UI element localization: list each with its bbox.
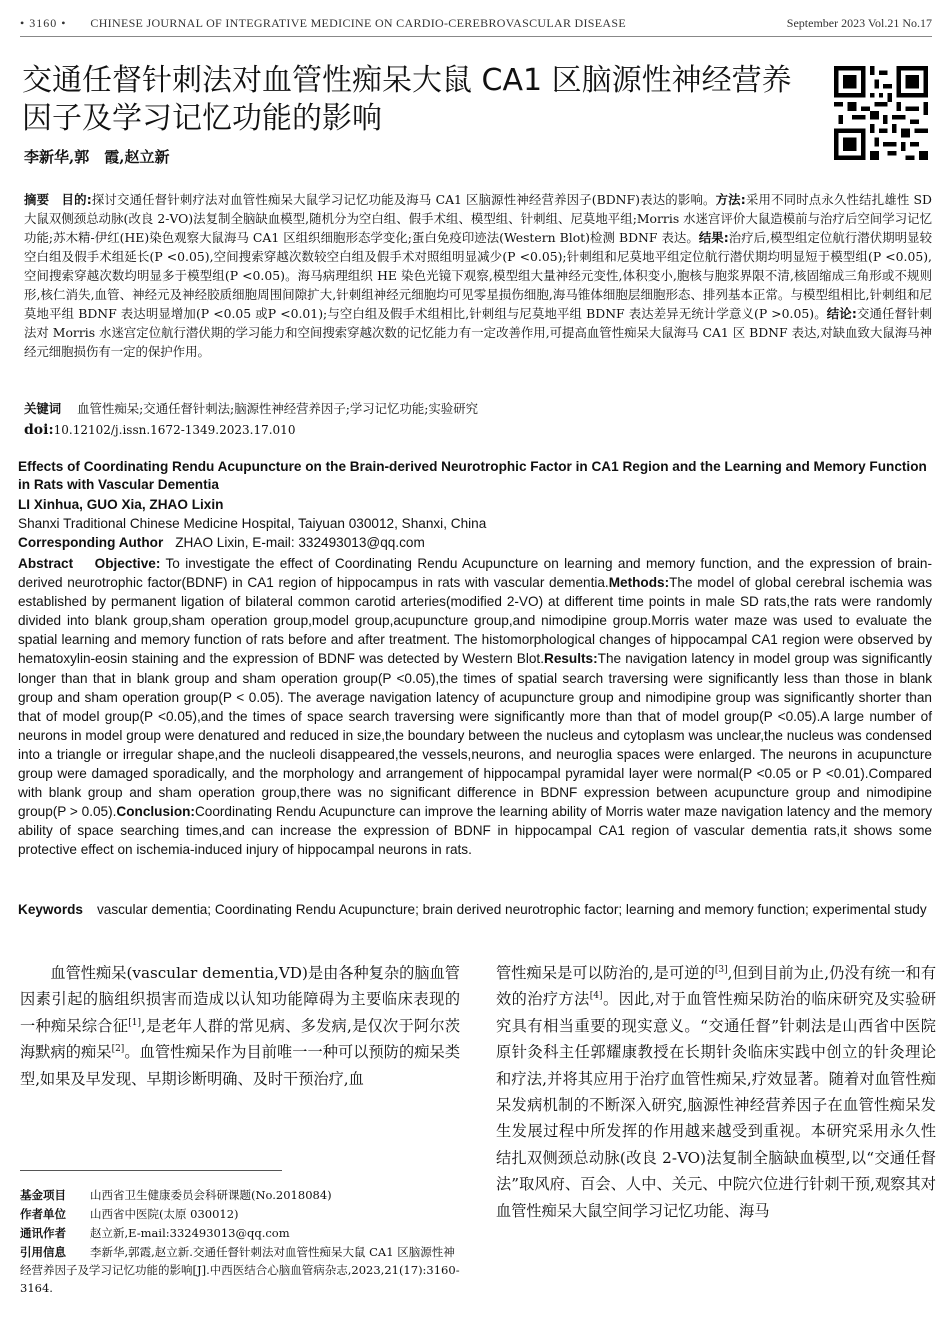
objective-label-cn: 目的: <box>61 192 92 207</box>
doi-label: doi: <box>24 422 54 438</box>
keywords-en <box>18 900 932 919</box>
conclusion-en: Coordinating Rendu Acupuncture can improve the learning ability of Morris water maze navigation latency and the memory ability of space searching times,and can increase the expression of BDNF in hippocampal CA1 region of vascular dementia rats,it shows some protective effect on ischemia-induced injury of hippocampal neurons in rats. <box>18 804 933 858</box>
abstract-cn <box>24 190 932 361</box>
body-left-c: 。血管性痴呆作为目前唯一一种可以预防的痴呆类型,如果及早发现、早期诊断明确、及时干预治疗,血 <box>20 1043 461 1088</box>
methods-label-en: Methods: <box>608 575 670 591</box>
footnote-citation <box>20 1243 460 1297</box>
ref-3[interactable]: [3] <box>714 964 728 975</box>
unit-text: 山西省中医院(太原 030012) <box>90 1207 239 1221</box>
conclusion-label-en: Conclusion: <box>116 804 195 820</box>
body-left-b: ,是老年人群的常见病、多发病,是仅次于阿尔茨海默病的痴呆 <box>20 1016 461 1062</box>
abstract-en <box>18 554 932 860</box>
article-title-en: Effects of Coordinating Rendu Acupuncture on the Brain-derived Neurotrophic Factor in CA1 Region and the Learning and Memory Function in Rats with Vascular Dementia <box>18 459 927 492</box>
methods-label-cn: 方法: <box>715 192 746 207</box>
abstract-label-en: Abstract <box>18 556 74 571</box>
corresponding-author-en <box>18 535 425 550</box>
doi-value[interactable]: 10.12102/j.issn.1672-1349.2023.17.010 <box>53 423 296 437</box>
keywords-text-en: vascular dementia; Coordinating Rendu Acupuncture; brain derived neurotrophic factor; learning and memory function; experimental study <box>96 902 927 917</box>
corresponding-text-en: ZHAO Lixin, E-mail: 332493013@qq.com <box>175 535 425 550</box>
results-cn: 治疗后,模型组定位航行潜伏期明显较空白组及假手术组延长(P <0.05),空间搜索穿越次数较空白组及假手术对照组明显减少(P <0.05);针刺组和尼莫地平组定位航行潜伏期均明显短于模型组(P <0.05),空间搜索穿越次数均明显多于模型组(P <0.05)。海马病理组织 HE 染色光镜下观察,模型组大量神经元变性,体积变小,胞核与胞浆界限不清,核固缩成三角形或不规则形,核仁消失,血管、神经元及神经胶质细胞周围间隙扩大,针刺组神经元细胞均可见零星损伤细胞,海马锥体细胞层细胞形态、排列基本正常。与模型组相比,针刺组和尼莫地平组 BDNF 表达明显增加(P <0.05 或P <0.01);与空白组及假手术组相比,针刺组与尼莫地平组 BDNF 表达差异无统计学意义(P >0.05)。 <box>24 230 932 321</box>
body-right-a: 管性痴呆是可以防治的,是可逆的 <box>496 964 715 982</box>
footnote-corresponding <box>20 1224 460 1242</box>
ref-1[interactable]: [1] <box>128 1017 141 1028</box>
corr-label: 通讯作者 <box>20 1226 66 1240</box>
corr-text: 赵立新,E-mail:332493013@qq.com <box>90 1226 290 1240</box>
objective-cn: 探讨交通任督针刺疗法对血管性痴呆大鼠学习记忆功能及海马 CA1 区脑源性神经营养因子(BDNF)表达的影响。 <box>91 192 716 207</box>
keywords-label-cn: 关键词 <box>24 401 62 416</box>
footnote-divider <box>20 1170 282 1171</box>
conclusion-label-cn: 结论: <box>826 306 857 321</box>
authors-en: LI Xinhua, GUO Xia, ZHAO Lixin <box>18 497 224 512</box>
body-right-b: ,但到目前为止,仍没有统一和有效的治疗方法 <box>496 964 937 1009</box>
authors-cn: 李新华,郭 霞,赵立新 <box>24 148 170 166</box>
page-number: • 3160 • <box>20 16 67 30</box>
footnote-unit <box>20 1205 460 1223</box>
fund-text: 山西省卫生健康委员会科研课题(No.2018084) <box>90 1188 332 1202</box>
abstract-label-cn: 摘要 <box>24 192 50 207</box>
fund-label: 基金项目 <box>20 1188 66 1202</box>
results-en: The navigation latency in model group was significantly longer than that in blank group and sham operation group(P <0.05),the times of spatial search traversing were significantly less than those in blank group and sham operation group(P < 0.05). The average navigation latency of acupuncture group and nimodipine group was significantly shorter than that of model group(P <0.05),and the times of space search traversing were significantly more than that of model group(P <0.05).A large number of neurons in model group were denatured and reduced in size,the boundary between the nucleus and cytoplasm was unclear,the nucleus was condensed into a triangle or irregular shape,and the nucleoli disappeared,the vessels,neurons, and neuroglia spaces were enlarged. The neurons in acupuncture group were damaged sporadically, and the morphology and arrangement of hippocampal pyramidal layer were normal(P <0.05 or P <0.01).Compared with blank group and sham operation group,there was no significant difference in BDNF expression between acupuncture group and nimodipine group(P > 0.05). <box>18 651 932 820</box>
article-title-cn: 交通任督针刺法对血管性痴呆大鼠 CA1 区脑源性神经营养因子及学习记忆功能的影响 <box>22 63 792 136</box>
footnote-fund <box>20 1186 460 1204</box>
body-right-c: 。因此,对于血管性痴呆防治的临床研究及实验研究具有相当重要的现实意义。“交通任督”针刺法是山西省中医院原针灸科主任郭耀康教授在长期针灸临床实践中创立的针灸理论和疗法,并将其应用于治疗血管性痴呆,疗效显著。随着对血管性痴呆发病机制的不断深入研究,脑源性神经营养因子在血管性痴呆发生发展过程中所发挥的作用越来越受到重视。本研究采用永久性结扎双侧颈总动脉(改良 2-VO)法复制全脑缺血模型,以“交通任督法”取风府、百会、人中、关元、中院穴位进行针刺干预,观察其对血管性痴呆大鼠空间学习记忆功能、海马 <box>496 990 937 1220</box>
cite-label: 引用信息 <box>20 1245 66 1259</box>
qr-code-icon[interactable] <box>834 66 928 160</box>
results-label-en: Results: <box>544 651 598 667</box>
affiliation-en: Shanxi Traditional Chinese Medicine Hospital, Taiyuan 030012, Shanxi, China <box>18 516 487 531</box>
methods-cn: 采用不同时点永久性结扎雄性 SD 大鼠双侧颈总动脉(改良 2-VO)法复制全脑缺血模型,随机分为空白组、假手术组、模型组、针刺组、尼莫地平组;Morris 水迷宫评价大鼠造模前与治疗后空间学习记忆功能;苏木精-伊红(HE)染色观察大鼠海马 CA1 区组织细胞形态学变化;蛋白免疫印迹法(Western Blot)检测 BDNF 表达。 <box>24 192 932 245</box>
body-column-right <box>496 960 936 1224</box>
ref-2[interactable]: [2] <box>111 1044 125 1055</box>
cite-text: 李新华,郭霞,赵立新.交通任督针刺法对血管性痴呆大鼠 CA1 区脑源性神经营养因子及学习记忆功能的影响[J].中西医结合心脑血管病杂志,2023,21(17):3160-3164. <box>20 1245 460 1295</box>
doi <box>24 422 295 438</box>
corresponding-label-en: Corresponding Author <box>18 535 164 550</box>
journal-name: CHINESE JOURNAL OF INTEGRATIVE MEDICINE ON CARDIO-CEREBROVASCULAR DISEASE <box>90 16 626 30</box>
ref-4[interactable]: [4] <box>589 991 603 1002</box>
issue-info: September 2023 Vol.21 No.17 <box>786 16 932 30</box>
running-header <box>20 16 932 37</box>
body-column-left <box>20 960 460 1092</box>
conclusion-cn: 交通任督针刺法对 Morris 水迷宫定位航行潜伏期的学习能力和空间搜索穿越次数的记忆能力有一定改善作用,可提高血管性痴呆大鼠海马 CA1 区 BDNF 表达,对缺血致大鼠海马神经元细胞损伤有一定的保护作用。 <box>24 306 932 359</box>
unit-label: 作者单位 <box>20 1207 66 1221</box>
body-left-a: 血管性痴呆(vascular dementia,VD)是由各种复杂的脑血管因素引起的脑组织损害而造成以认知功能障碍为主要临床表现的一种痴呆综合征 <box>20 964 460 1035</box>
methods-en: The model of global cerebral ischemia was established by permanent ligation of bilateral common carotid arteries(modified 2-VO) at different time points in male SD rats,the rats were randomly divided into blank group,sham operation group,model group,acupuncture group,and nimodipine group.Morris water maze was used to evaluate the spatial learning and memory function of rats before and after treatment. The histomorphological changes of hippocampal CA1 region were observed by hematoxylin-eosin staining and the expression of BDNF was detected by Western Blot. <box>18 575 932 667</box>
keywords-cn <box>24 399 478 417</box>
objective-en: To investigate the effect of Coordinating Rendu Acupuncture on learning and memory function, and the expression of brain-derived neurotrophic factor(BDNF) in CA1 region of hippocampus in rats with vascular dementia. <box>18 556 933 591</box>
objective-label-en: Objective: <box>94 556 161 571</box>
keywords-text-cn: 血管性痴呆;交通任督针刺法;脑源性神经营养因子;学习记忆功能;实验研究 <box>77 401 478 416</box>
results-label-cn: 结果: <box>698 230 729 245</box>
keywords-label-en: Keywords <box>18 902 83 917</box>
